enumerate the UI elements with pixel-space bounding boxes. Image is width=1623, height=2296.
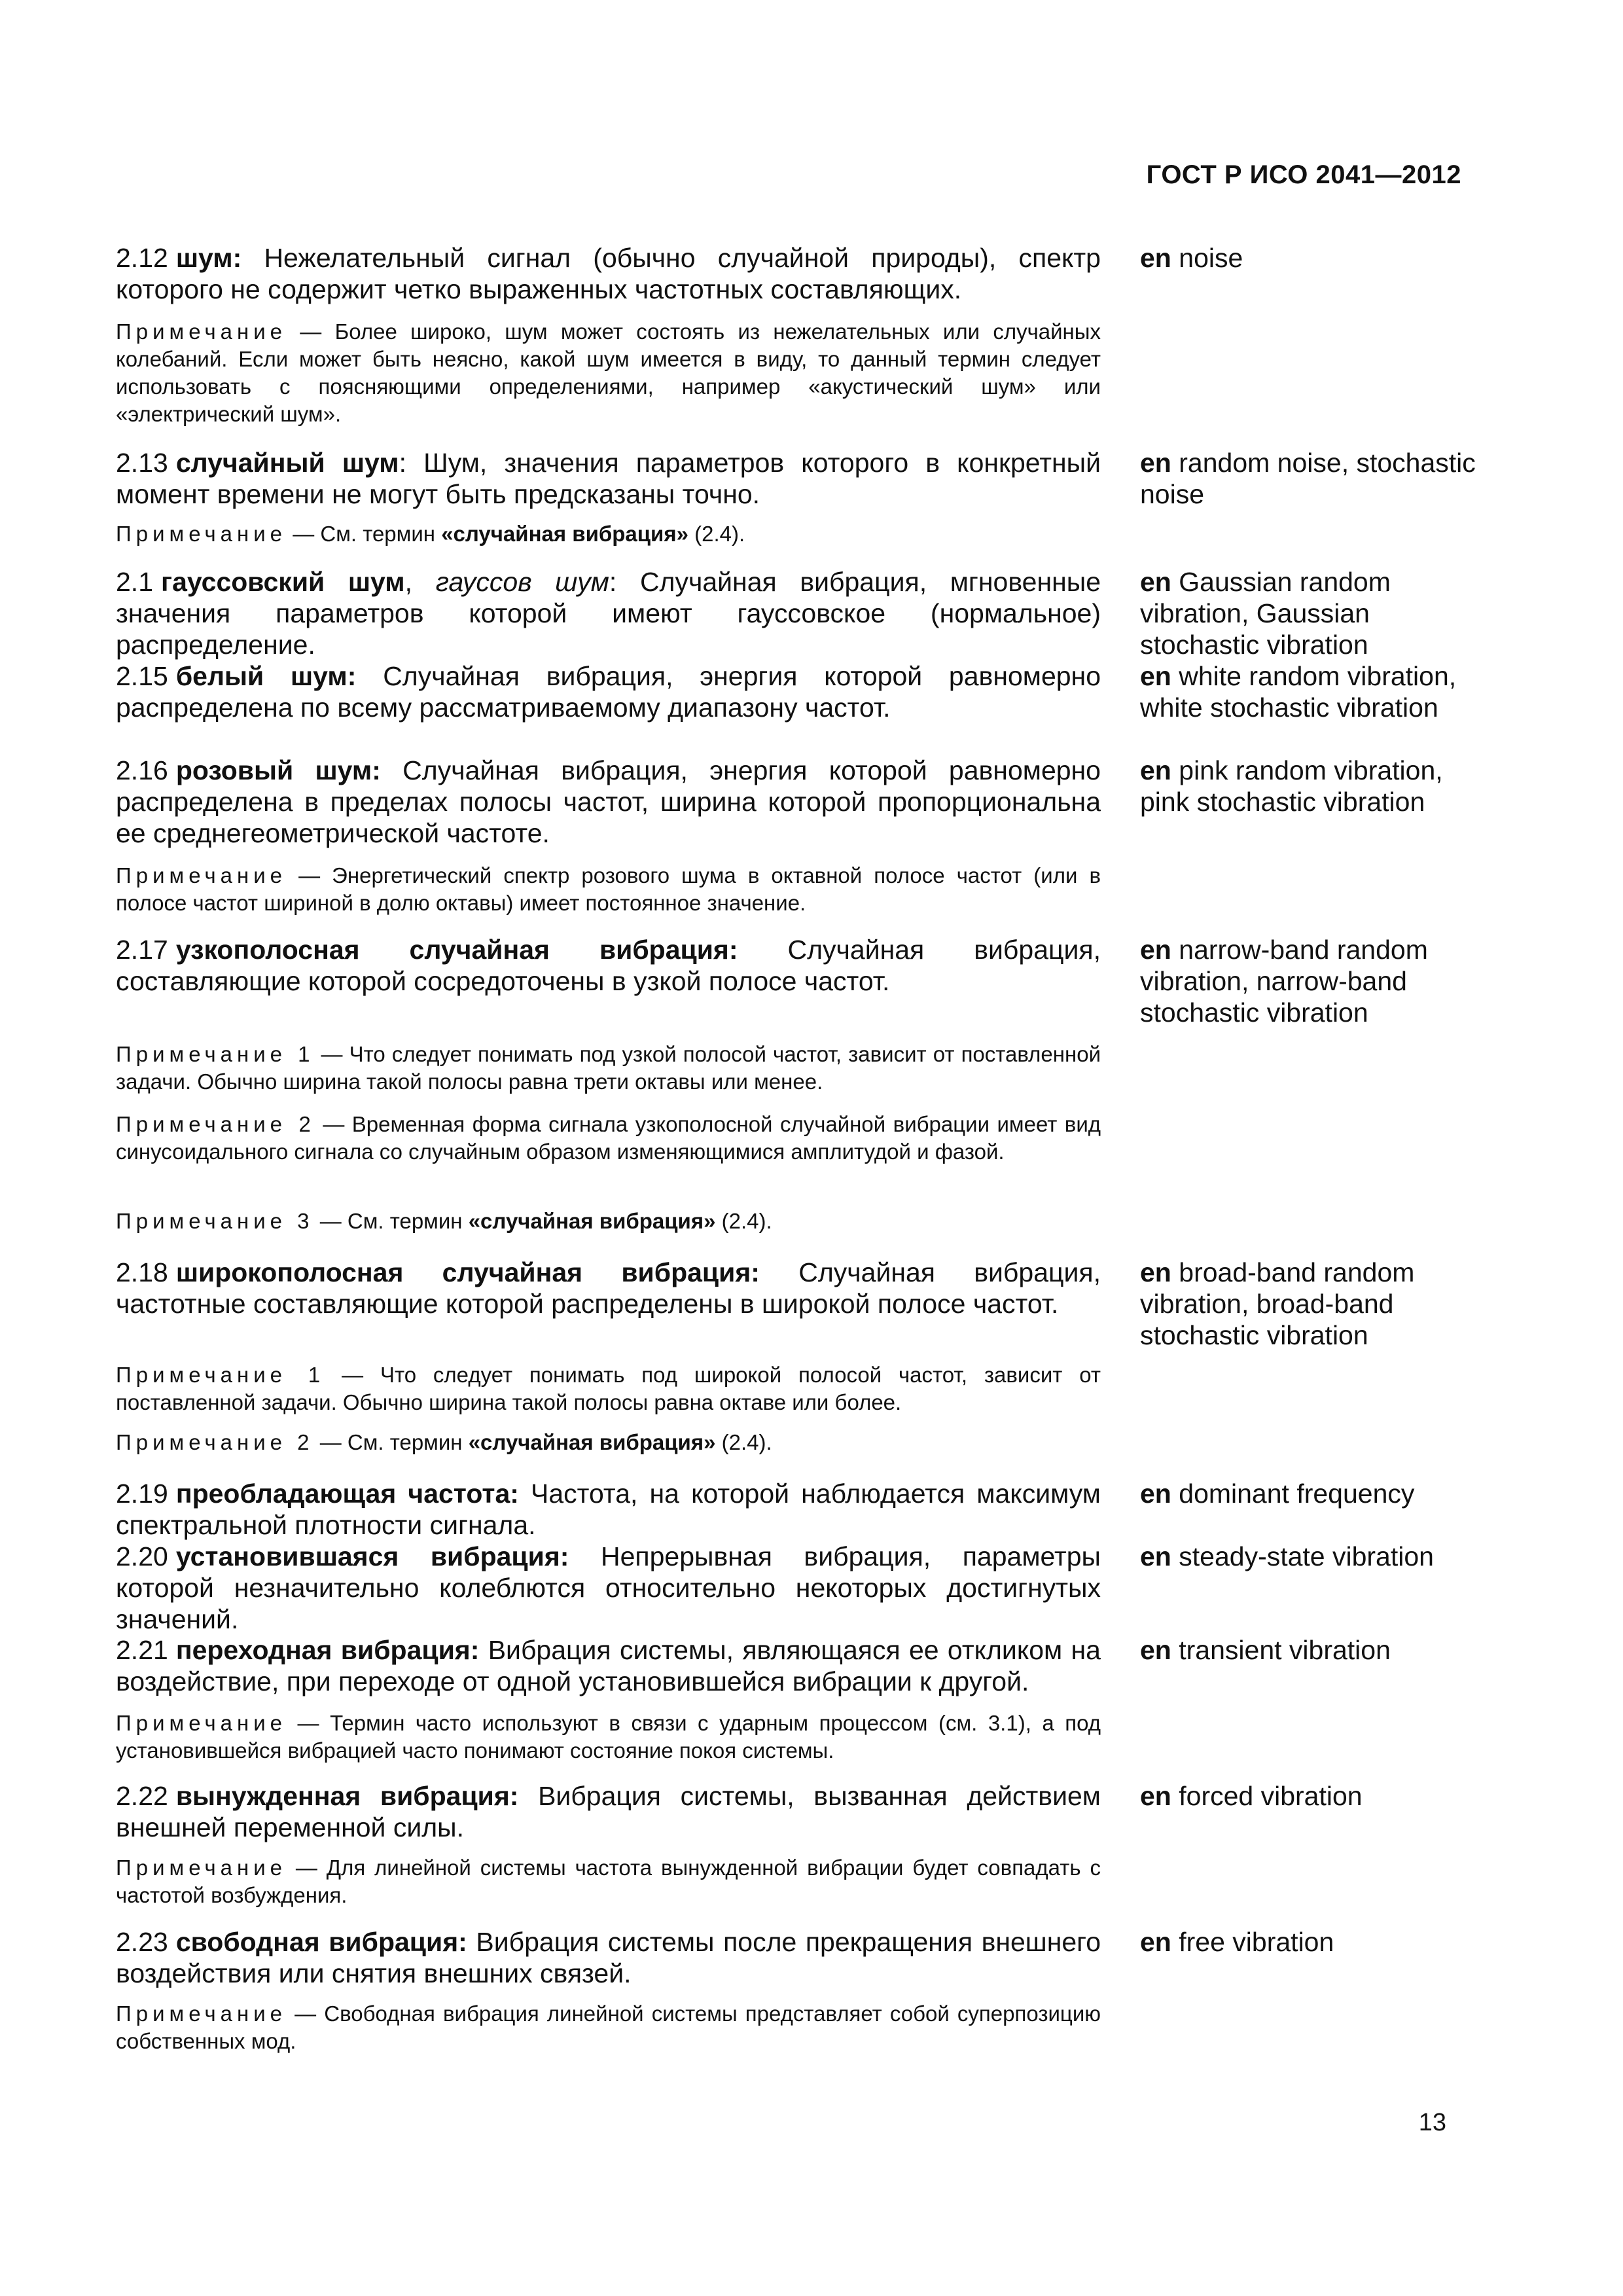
language-tag: en <box>1140 755 1171 785</box>
note <box>116 318 1101 428</box>
note-label: Примечание <box>116 1711 287 1735</box>
term-number: 2.17 <box>116 935 168 965</box>
note-text: — См. термин <box>319 1430 463 1454</box>
document-code: ГОСТ Р ИСО 2041—2012 <box>1146 160 1461 189</box>
note-text: — См. термин <box>293 522 436 546</box>
note-text: — Термин часто используют в связи с ударным процессом (см. 3.1), а под установившейся вибрацией часто понимают состояние покоя системы. <box>116 1711 1101 1763</box>
term-name: свободная вибрация: <box>175 1927 467 1957</box>
note <box>116 1208 1101 1235</box>
term-number: 2.22 <box>116 1781 168 1811</box>
english-equivalent <box>1140 242 1480 274</box>
term-number: 2.15 <box>116 661 168 691</box>
note-text: — Более широко, шум может состоять из нежелательных или случайных колебаний. Если может быть неясно, какой шум имеется в виду, то данный термин следует использовать с поясняющими определениями, например «акустический шум» или «электрический шум». <box>116 319 1101 426</box>
note-text: — Свободная вибрация линейной системы представляет собой суперпозицию собственных мод. <box>116 2001 1101 2053</box>
note <box>116 1854 1101 1909</box>
term-name: случайный шум <box>175 448 399 478</box>
english-equivalent <box>1140 1926 1480 1958</box>
note-label: Примечание <box>116 522 287 546</box>
english-term: transient vibration <box>1179 1635 1391 1665</box>
term-definition: Случайная вибрация, энергия которой равномерно распределена по всему рассматриваемому диапазону частот. <box>116 661 1101 723</box>
term-definition: Вибрация системы после прекращения внешнего воздействия или снятия внешних связей. <box>116 1927 1101 1988</box>
note-text: — Энергетический спектр розового шума в октавной полосе частот (или в полосе частот шириной в долю октавы) имеет постоянное значение. <box>116 863 1101 915</box>
english-term: Gaussian random vibration, Gaussian stochastic vibration <box>1140 567 1391 660</box>
term-name: узкополосная случайная вибрация: <box>175 935 738 965</box>
note <box>116 1041 1101 1096</box>
english-equivalent <box>1140 660 1480 723</box>
english-equivalent <box>1140 1541 1480 1572</box>
language-tag: en <box>1140 1257 1171 1287</box>
note-text: — Для линейной системы частота вынужденной вибрации будет совпадать с частотой возбуждения. <box>116 1856 1101 1907</box>
note-label: Примечание 1 <box>116 1363 325 1387</box>
note-label: Примечание <box>116 2001 287 2026</box>
language-tag: en <box>1140 567 1171 597</box>
note-label: Примечание <box>116 319 287 344</box>
term-name: вынужденная вибрация: <box>175 1781 519 1811</box>
english-term: white random vibration, white stochastic vibration <box>1140 661 1457 723</box>
term-definition: Случайная вибрация, энергия которой равномерно распределена в пределах полосы частот, ширина которой пропорциональна ее среднегеометрической частоте. <box>116 755 1101 848</box>
note-text-end: (2.4). <box>694 522 745 546</box>
note-label: Примечание 2 <box>116 1430 314 1454</box>
note-label: Примечание 3 <box>116 1209 314 1233</box>
note <box>116 1710 1101 1765</box>
term-definition: Вибрация системы, являющаяся ее откликом на воздействие, при переходе от одной установившейся вибрации к другой. <box>116 1635 1101 1696</box>
term-definition: Случайная вибрация, мгновенные значения параметров которой имеют гауссовское (нормальное) распределение. <box>116 567 1101 660</box>
page-number: 13 <box>1418 2109 1446 2136</box>
term-separator: : <box>609 567 617 597</box>
english-equivalent <box>1140 566 1480 660</box>
term-number: 2.23 <box>116 1927 168 1957</box>
definition <box>116 755 1101 849</box>
cross-reference: «случайная вибрация» <box>441 522 688 546</box>
term-number: 2.20 <box>116 1541 168 1571</box>
note <box>116 520 1101 548</box>
english-equivalent <box>1140 1478 1480 1509</box>
english-term: noise <box>1179 243 1243 273</box>
term-number: 2.13 <box>116 448 168 478</box>
cross-reference: «случайная вибрация» <box>468 1209 716 1233</box>
term-name: преобладающая частота: <box>175 1479 519 1509</box>
note-label: Примечание <box>116 863 287 888</box>
definition <box>116 1634 1101 1697</box>
term-name: широкополосная случайная вибрация: <box>175 1257 760 1287</box>
term-definition: Случайная вибрация, составляющие которой сосредоточены в узкой полосе частот. <box>116 935 1101 996</box>
term-name: гауссовский шум <box>161 567 405 597</box>
note-label: Примечание 2 <box>116 1112 315 1136</box>
language-tag: en <box>1140 448 1171 478</box>
language-tag: en <box>1140 1781 1171 1811</box>
english-term: broad-band random vibration, broad-band stochastic vibration <box>1140 1257 1415 1350</box>
definition <box>116 1478 1101 1541</box>
english-equivalent <box>1140 934 1480 1028</box>
english-term: narrow-band random vibration, narrow-band stochastic vibration <box>1140 935 1428 1028</box>
term-definition: Непрерывная вибрация, параметры которой незначительно колеблются относительно некоторых достигнутых значений. <box>116 1541 1101 1634</box>
term-name: розовый шум: <box>175 755 381 785</box>
note-text: — Временная форма сигнала узкополосной случайной вибрации имеет вид синусоидального сигнала со случайным образом изменяющимися амплитудой и фазой. <box>116 1112 1101 1164</box>
term-name: белый шум: <box>175 661 357 691</box>
definition <box>116 242 1101 305</box>
term-definition: Нежелательный сигнал (обычно случайной природы), спектр которого не содержит четко выраженных частотных составляющих. <box>116 243 1101 304</box>
note <box>116 1429 1101 1456</box>
term-name: переходная вибрация: <box>175 1635 480 1665</box>
term-number: 2.16 <box>116 755 168 785</box>
english-term: forced vibration <box>1179 1781 1363 1811</box>
note <box>116 1361 1101 1416</box>
note <box>116 862 1101 917</box>
note-text: — См. термин <box>319 1209 463 1233</box>
note <box>116 2000 1101 2055</box>
language-tag: en <box>1140 661 1171 691</box>
term-name: шум: <box>175 243 242 273</box>
term-name: установившаяся вибрация: <box>175 1541 569 1571</box>
definition <box>116 934 1101 997</box>
english-equivalent <box>1140 755 1480 817</box>
term-number: 2.21 <box>116 1635 168 1665</box>
english-term: steady-state vibration <box>1179 1541 1434 1571</box>
definition <box>116 1541 1101 1635</box>
note-text: — Что следует понимать под узкой полосой частот, зависит от поставленной задачи. Обычно ширина такой полосы равна трети октавы или менее. <box>116 1042 1101 1094</box>
term-number: 2.1 <box>116 567 153 597</box>
english-term: pink random vibration, pink stochastic vibration <box>1140 755 1443 817</box>
language-tag: en <box>1140 935 1171 965</box>
term-number: 2.18 <box>116 1257 168 1287</box>
note <box>116 1111 1101 1166</box>
english-equivalent <box>1140 1257 1480 1351</box>
cross-reference: «случайная вибрация» <box>468 1430 716 1454</box>
language-tag: en <box>1140 1479 1171 1509</box>
english-equivalent <box>1140 447 1480 510</box>
term-definition: Шум, значения параметров которого в конкретный момент времени не могут быть предсказаны точно. <box>116 448 1101 509</box>
language-tag: en <box>1140 1541 1171 1571</box>
term-definition: Вибрация системы, вызванная действием внешней переменной силы. <box>116 1781 1101 1842</box>
note-text-end: (2.4). <box>721 1430 772 1454</box>
note-label: Примечание 1 <box>116 1042 315 1066</box>
term-number: 2.12 <box>116 243 168 273</box>
note-text: — Что следует понимать под широкой полосой частот, зависит от поставленной задачи. Обычно ширина такой полосы равна октаве или более. <box>116 1363 1101 1414</box>
definition <box>116 1780 1101 1843</box>
english-term: dominant frequency <box>1179 1479 1415 1509</box>
definition <box>116 447 1101 510</box>
note-label: Примечание <box>116 1856 287 1880</box>
english-term: free vibration <box>1179 1927 1334 1957</box>
note-text-end: (2.4). <box>721 1209 772 1233</box>
language-tag: en <box>1140 1635 1171 1665</box>
language-tag: en <box>1140 1927 1171 1957</box>
term-definition: Частота, на которой наблюдается максимум спектральной плотности сигнала. <box>116 1479 1101 1540</box>
language-tag: en <box>1140 243 1171 273</box>
term-separator: : <box>399 448 406 478</box>
definition <box>116 660 1101 723</box>
term-number: 2.19 <box>116 1479 168 1509</box>
definition <box>116 1257 1101 1319</box>
english-equivalent <box>1140 1634 1480 1666</box>
definition <box>116 1926 1101 1989</box>
english-term: random noise, stochastic noise <box>1140 448 1476 509</box>
term-synonym: гауссов шум <box>435 567 609 597</box>
english-equivalent <box>1140 1780 1480 1812</box>
term-definition: Случайная вибрация, частотные составляющие которой распределены в широкой полосе частот. <box>116 1257 1101 1319</box>
definition: 2.1 гауссовский шум, гауссов шум: Случайная вибрация, мгновенные значения параметров которой имеют гауссовское (нормальное) распределение. <box>116 567 1101 660</box>
